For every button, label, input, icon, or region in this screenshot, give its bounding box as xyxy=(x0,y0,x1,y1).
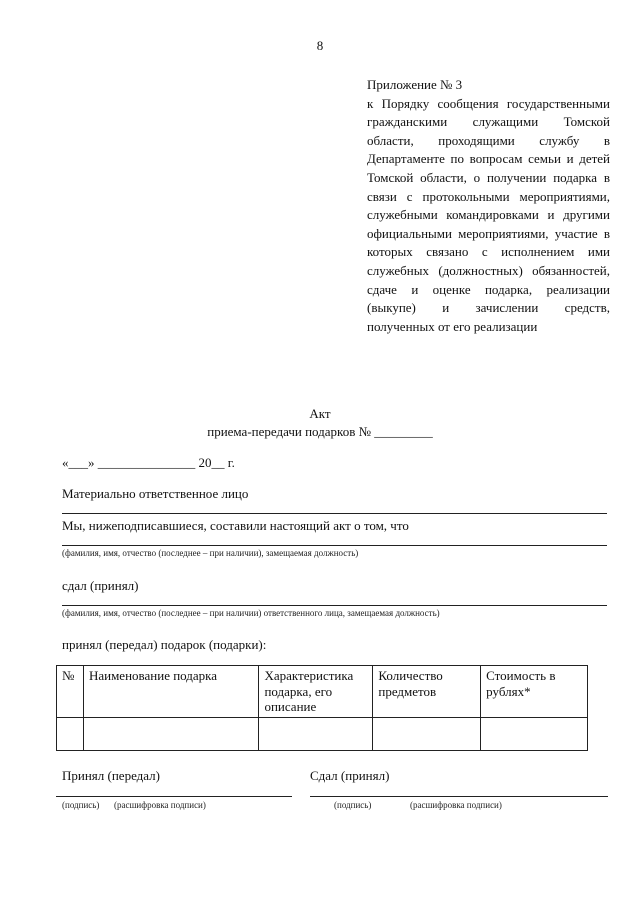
signature-right-hint-decoding: (расшифровка подписи) xyxy=(410,800,502,810)
responsible-person-label: Материально ответственное лицо xyxy=(62,486,249,501)
cell-gift-name xyxy=(83,717,259,750)
act-heading xyxy=(0,405,640,441)
table-header-row xyxy=(57,666,588,718)
signature-right-hint-signature: (подпись) xyxy=(334,800,372,810)
act-subtitle: приема-передачи подарков № _________ xyxy=(207,424,433,439)
signature-left-line xyxy=(56,796,292,797)
handed-line xyxy=(62,605,607,606)
hint-full-name-position: (фамилия, имя, отчество (последнее – при наличии), замещаемая должность) xyxy=(62,548,359,558)
header-quantity: Количество предметов xyxy=(373,666,481,718)
undersigned-text: Мы, нижеподписавшиеся, составили настоящий акт о том, что xyxy=(62,518,409,533)
header-number: № xyxy=(57,666,84,718)
page-number: 8 xyxy=(316,38,324,53)
cell-description xyxy=(259,717,373,750)
header-description: Характеристика подарка, его описание xyxy=(259,666,373,718)
header-cost: Стоимость в рублях* xyxy=(481,666,588,718)
received-gifts-label: принял (передал) подарок (подарки): xyxy=(62,637,267,652)
cell-quantity xyxy=(373,717,481,750)
act-date: «___» _______________ 20__ г. xyxy=(62,455,235,470)
signature-left-label: Принял (передал) xyxy=(62,768,160,783)
act-title: Акт xyxy=(309,406,331,421)
appendix-block xyxy=(367,76,610,336)
cell-number xyxy=(57,717,84,750)
gifts-table xyxy=(56,665,588,751)
appendix-title: Приложение № 3 xyxy=(367,77,463,92)
signature-right-label: Сдал (принял) xyxy=(310,768,390,783)
signature-left-hint-signature: (подпись) xyxy=(62,800,100,810)
table-row xyxy=(57,717,588,750)
responsible-person-line xyxy=(62,513,607,514)
header-gift-name: Наименование подарка xyxy=(83,666,259,718)
cell-cost xyxy=(481,717,588,750)
handed-label: сдал (принял) xyxy=(62,578,139,593)
undersigned-line xyxy=(62,545,607,546)
signature-right-line xyxy=(310,796,608,797)
signature-left-hint-decoding: (расшифровка подписи) xyxy=(114,800,206,810)
hint-responsible-person: (фамилия, имя, отчество (последнее – при наличии) ответственного лица, замещаемая должность) xyxy=(62,608,440,618)
appendix-text: к Порядку сообщения государственными гражданскими служащими Томской области, проходящими службу в Департаменте по вопросам семьи и детей Томской области, о получении подарка в связи с протокольными мероприятиями, служебными командировками и другими официальными мероприятиями, участие в которых связано с исполнением ими служебных (должностных) обязанностей, сдаче и оценке подарка, реализации (выкупе) и зачислении средств, полученных от его реализации xyxy=(367,95,610,334)
